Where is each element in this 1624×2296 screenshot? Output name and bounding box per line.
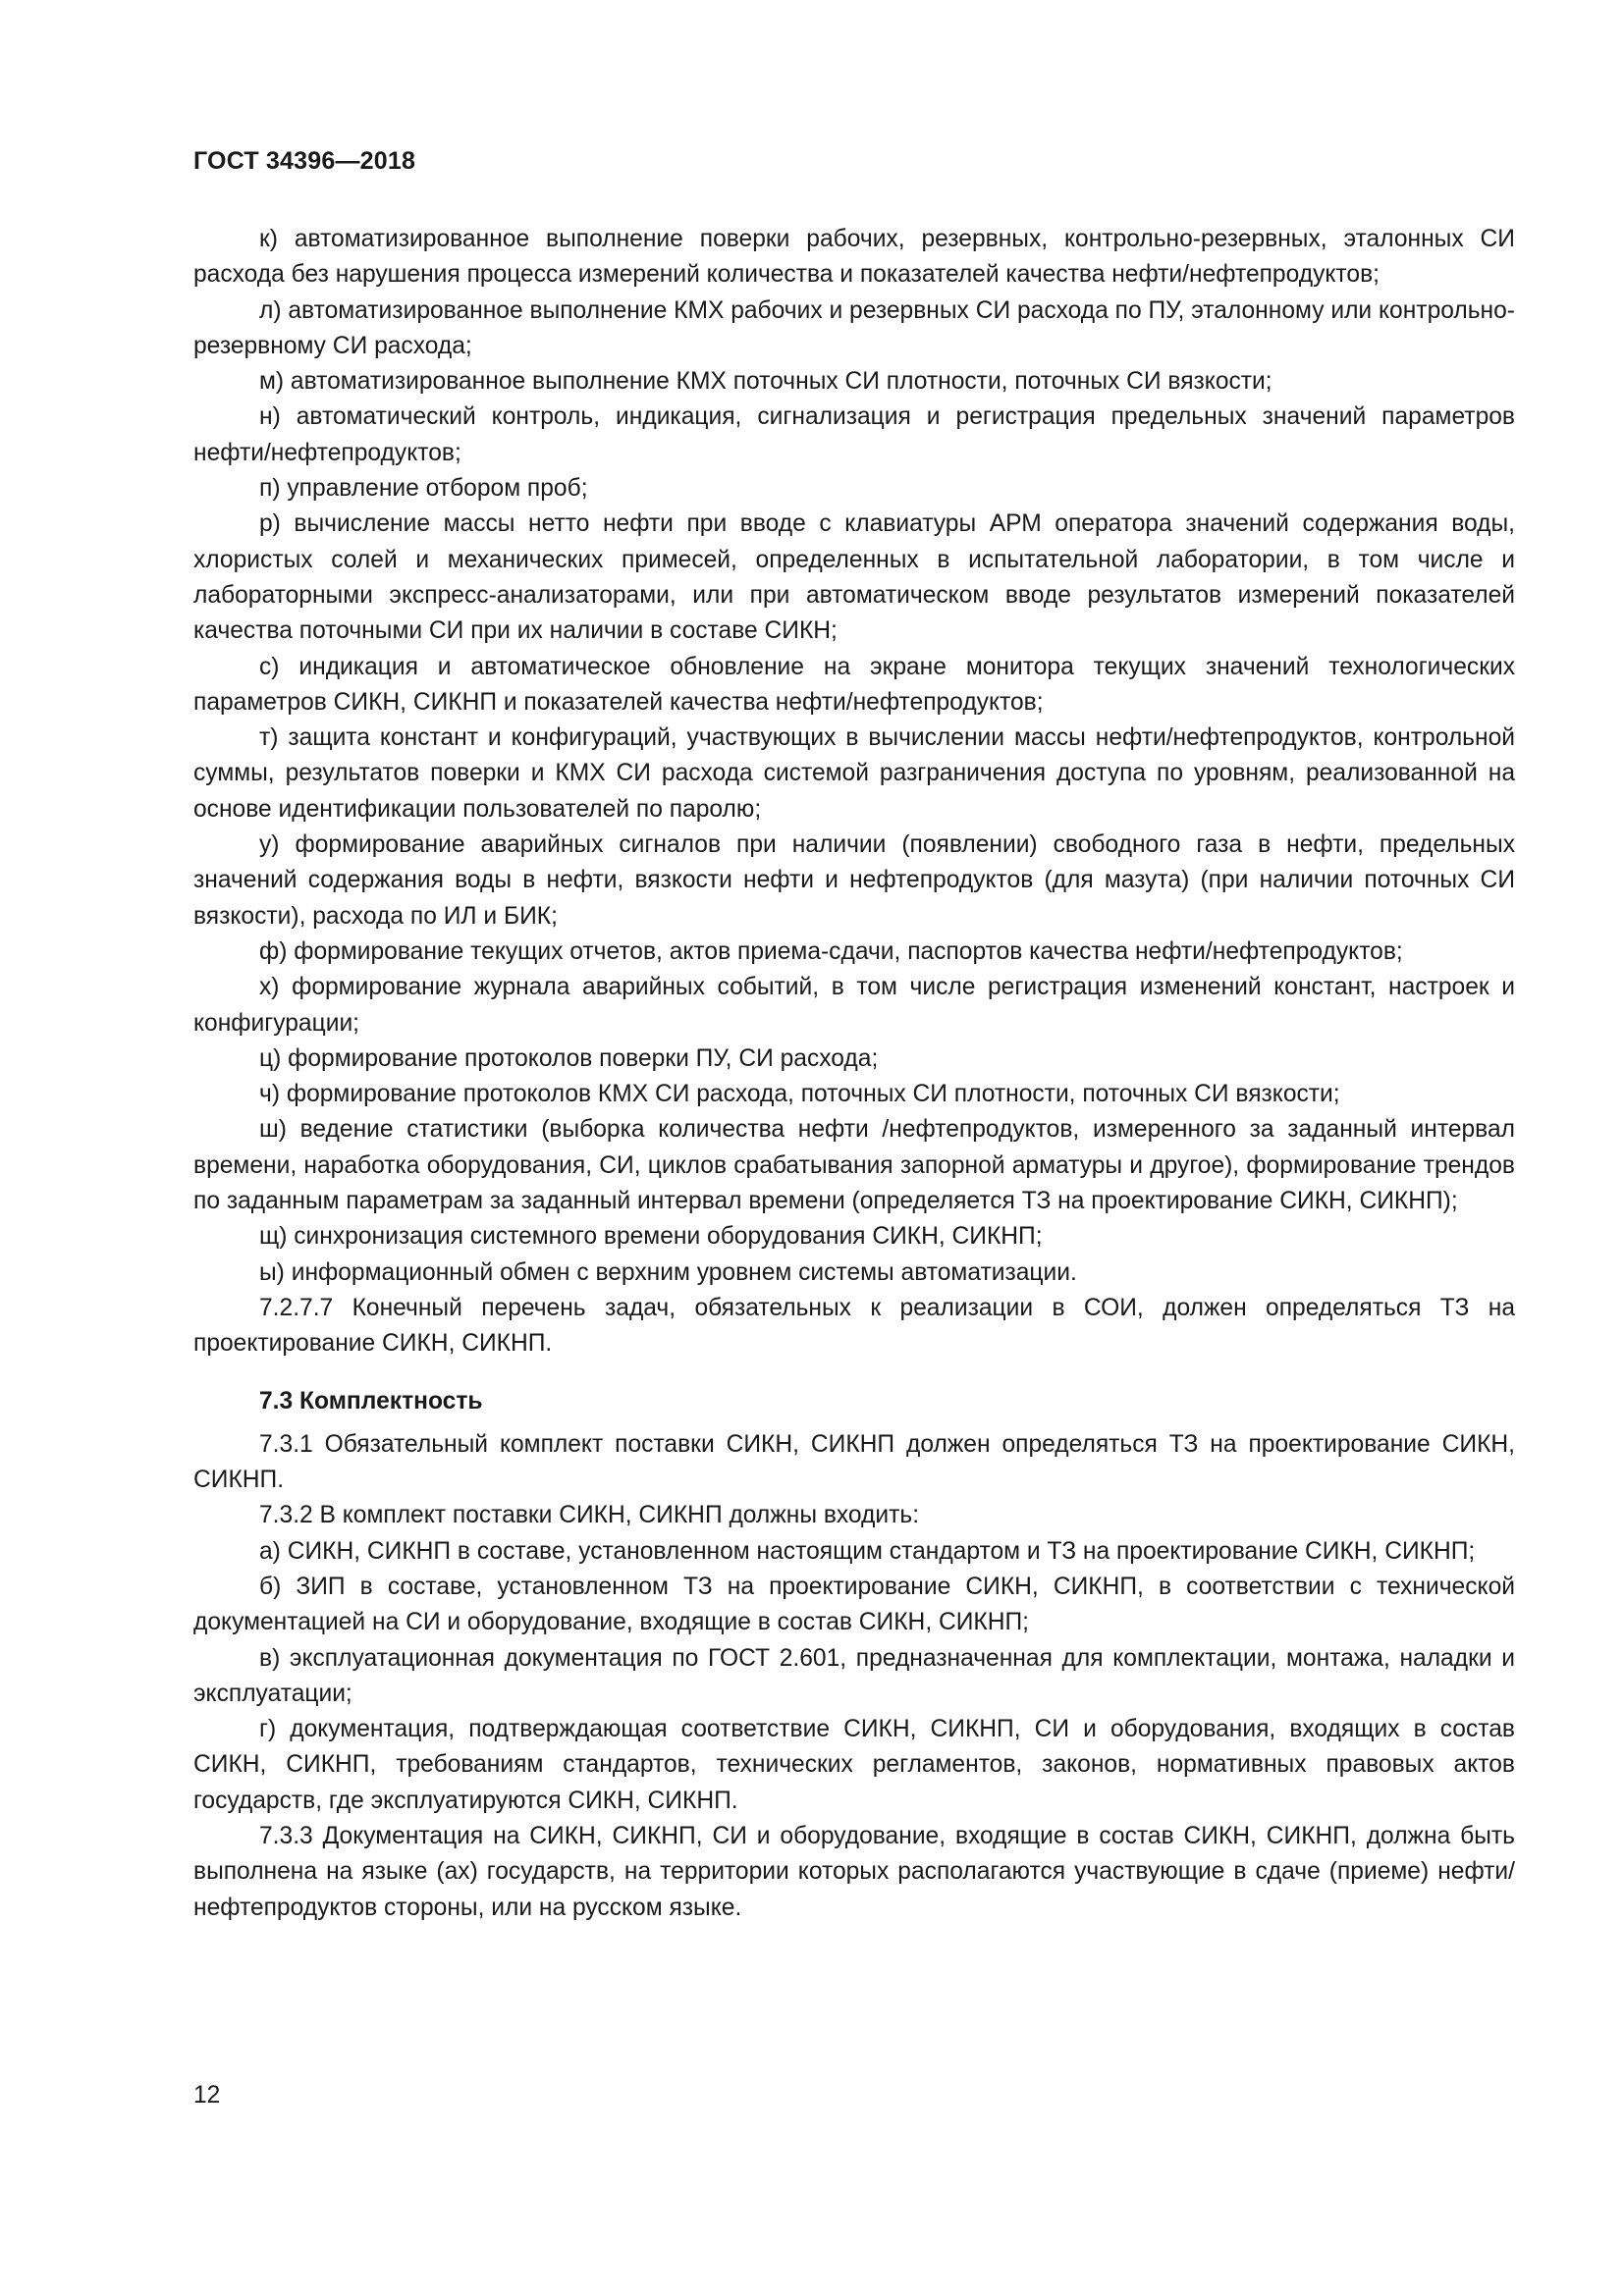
list-item-k: к) автоматизированное выполнение поверки рабочих, резервных, контрольно-резервных, эталонных СИ расхода без нарушения процесса измерений количества и показателей качества нефти/нефтепродуктов; xyxy=(193,226,1515,289)
list-item-s: с) индикация и автоматическое обновление на экране монитора текущих значений технологических параметров СИКН, СИКНП и показателей качества нефти/нефтепродуктов; xyxy=(193,653,1515,716)
list-item-v: в) эксплуатационная документация по ГОСТ 2.601, предназначенная для комплектации, монтажа, наладки и эксплуатации; xyxy=(193,1644,1515,1707)
list-item-g: г) документация, подтверждающая соответствие СИКН, СИКНП, СИ и оборудования, входящих в состав СИКН, СИКНП, требованиям стандартов, технических регламентов, законов, нормативных правовых актов государств, где эксплуатируются СИКН, СИКНП. xyxy=(193,1716,1515,1814)
list-item-u: у) формирование аварийных сигналов при наличии (появлении) свободного газа в нефти, предельных значений содержания воды в нефти, вязкости нефти и нефтепродуктов (для мазута) (при наличии поточных СИ вязкости), расхода по ИЛ и БИК; xyxy=(193,831,1515,930)
list-item-kh: х) формирование журнала аварийных событий, в том числе регистрация изменений констант, настроек и конфигурации; xyxy=(193,974,1515,1037)
list-item-b: б) ЗИП в составе, установленном ТЗ на проектирование СИКН, СИКНП, в соответствии с технической документацией на СИ и оборудование, входящие в состав СИКН, СИКНП; xyxy=(193,1573,1515,1636)
document-header: ГОСТ 34396—2018 xyxy=(193,147,416,175)
page-number: 12 xyxy=(193,2082,221,2109)
list-item-p: п) управление отбором проб; xyxy=(259,475,588,503)
list-item-t: т) защита констант и конфигураций, участвующих в вычислении массы нефти/нефтепродуктов, контрольной суммы, результатов поверки и КМХ СИ расхода системой разграничения доступа по уровням, реализованной на основе идентификации пользователей по паролю; xyxy=(193,724,1515,823)
list-item-y: ы) информационный обмен с верхним уровнем системы автоматизации. xyxy=(259,1258,1077,1286)
document-body xyxy=(193,222,1515,1926)
list-item-f: ф) формирование текущих отчетов, актов приема-сдачи, паспортов качества нефти/нефтепродуктов; xyxy=(259,937,1403,965)
clause-7-3-1: 7.3.1 Обязательный комплект поставки СИКН, СИКНП должен определяться ТЗ на проектирование СИКН, СИКНП. xyxy=(193,1430,1515,1494)
clause-7-3-2: 7.3.2 В комплект поставки СИКН, СИКНП должны входить: xyxy=(259,1502,920,1529)
list-item-ch: ч) формирование протоколов КМХ СИ расхода, поточных СИ плотности, поточных СИ вязкости; xyxy=(259,1081,1340,1108)
list-item-shch: щ) синхронизация системного времени оборудования СИКН, СИКНП; xyxy=(259,1223,1043,1251)
section-heading: 7.3 Комплектность xyxy=(259,1387,483,1415)
list-item-ts: ц) формирование протоколов поверки ПУ, СИ расхода; xyxy=(259,1044,879,1072)
list-item-a: а) СИКН, СИКНП в составе, установленном настоящим стандартом и ТЗ на проектирование СИКН, СИКНП; xyxy=(259,1537,1476,1565)
list-item-m: м) автоматизированное выполнение КМХ поточных СИ плотности, поточных СИ вязкости; xyxy=(259,368,1272,396)
list-item-n: н) автоматический контроль, индикация, сигнализация и регистрация предельных значений параметров нефти/нефтепродуктов; xyxy=(193,403,1515,466)
clause-7-2-7-7: 7.2.7.7 Конечный перечень задач, обязательных к реализации в СОИ, должен определяться ТЗ на проектирование СИКН, СИКНП. xyxy=(193,1294,1515,1358)
list-item-r: р) вычисление массы нетто нефти при вводе с клавиатуры АРМ оператора значений содержания воды, хлористых солей и механических примесей, определенных в испытательной лаборатории, в том числе и лабораторными экспресс-анализаторами, или при автоматическом вводе результатов измерений показателей качества поточными СИ при их наличии в составе СИКН; xyxy=(193,510,1515,645)
clause-7-3-3: 7.3.3 Документация на СИКН, СИКНП, СИ и оборудование, входящие в состав СИКН, СИКНП, должна быть выполнена на языке (ах) государств, на территории которых располагаются участвующие в сдаче (приеме) нефти/нефтепродуктов стороны, или на русском языке. xyxy=(193,1823,1515,1921)
list-item-l: л) автоматизированное выполнение КМХ рабочих и резервных СИ расхода по ПУ, эталонному или контрольно-резервному СИ расхода; xyxy=(193,296,1515,359)
list-item-sh: ш) ведение статистики (выборка количества нефти /нефтепродуктов, измеренного за заданный интервал времени, наработка оборудования, СИ, циклов срабатывания запорной арматуры и другое), формирование трендов по заданным параметрам за заданный интервал времени (определяется ТЗ на проектирование СИКН, СИКНП); xyxy=(193,1116,1515,1215)
